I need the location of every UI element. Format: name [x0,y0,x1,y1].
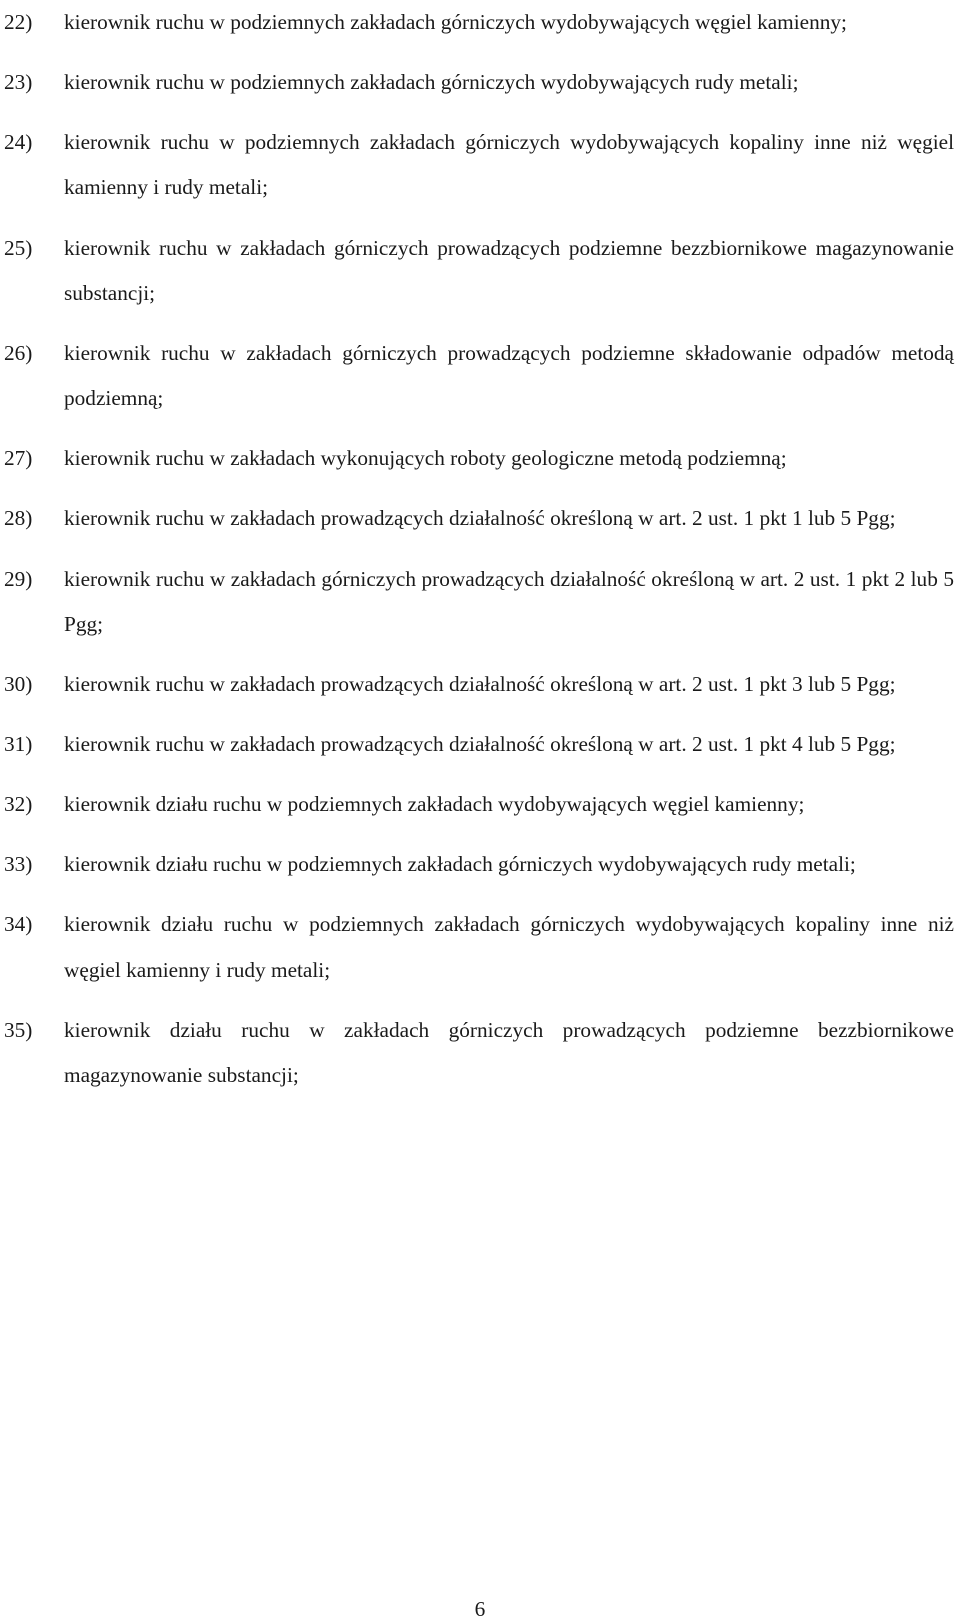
item-text: kierownik ruchu w zakładach prowadzących działalność określoną w art. 2 ust. 1 pkt 1 lub 5 Pgg; [64,506,896,531]
list-item [4,662,958,707]
item-number: 25) [4,235,33,260]
list-item [4,226,958,317]
position-list [4,0,958,1113]
item-text: kierownik działu ruchu w podziemnych zakładach wydobywających węgiel kamienny; [64,792,805,817]
item-number: 32) [4,792,33,817]
item-text: kierownik ruchu w zakładach górniczych prowadzących podziemne składowanie odpadów metodą podziemną; [64,340,954,411]
list-item [4,722,958,767]
item-text: kierownik ruchu w podziemnych zakładach górniczych wydobywających węgiel kamienny; [64,10,847,34]
list-item [4,782,958,827]
item-text: kierownik działu ruchu w zakładach górniczych prowadzących podziemne bezzbiornikowe magazynowanie substancji; [64,1017,954,1087]
item-number: 22) [4,10,33,34]
item-text: kierownik ruchu w zakładach wykonujących roboty geologiczne metodą podziemną; [64,446,787,471]
list-item [4,902,958,993]
list-item [4,331,958,422]
page-number: 6 [474,1597,486,1621]
list-item [4,1008,958,1099]
item-text: kierownik ruchu w zakładach górniczych prowadzących działalność określoną w art. 2 ust. 1 pkt 2 lub 5 Pgg; [64,566,954,636]
item-text: kierownik ruchu w podziemnych zakładach górniczych wydobywających rudy metali; [64,70,799,95]
item-number: 34) [4,912,33,937]
item-text: kierownik działu ruchu w podziemnych zakładach górniczych wydobywających kopaliny inne niż węgiel kamienny i rudy metali; [64,912,954,982]
list-item [4,842,958,887]
item-number: 23) [4,70,33,95]
list-item [4,436,958,481]
item-text: kierownik działu ruchu w podziemnych zakładach górniczych wydobywających rudy metali; [64,852,856,877]
item-number: 35) [4,1017,33,1042]
item-number: 26) [4,340,33,365]
item-number: 31) [4,732,33,757]
item-text: kierownik ruchu w zakładach prowadzących działalność określoną w art. 2 ust. 1 pkt 3 lub 5 Pgg; [64,671,896,696]
list-item [4,60,958,105]
item-number: 27) [4,446,33,471]
item-number: 24) [4,130,33,155]
list-item [4,496,958,541]
item-number: 33) [4,852,33,877]
list-item [4,557,958,648]
item-text: kierownik ruchu w podziemnych zakładach górniczych wydobywających kopaliny inne niż węgiel kamienny i rudy metali; [64,130,954,200]
item-text: kierownik ruchu w zakładach prowadzących działalność określoną w art. 2 ust. 1 pkt 4 lub 5 Pgg; [64,732,896,757]
list-item [4,120,958,211]
item-number: 30) [4,671,33,696]
item-number: 28) [4,506,33,531]
item-number: 29) [4,566,33,591]
item-text: kierownik ruchu w zakładach górniczych prowadzących podziemne bezzbiornikowe magazynowanie substancji; [64,235,954,305]
list-item [4,0,958,45]
